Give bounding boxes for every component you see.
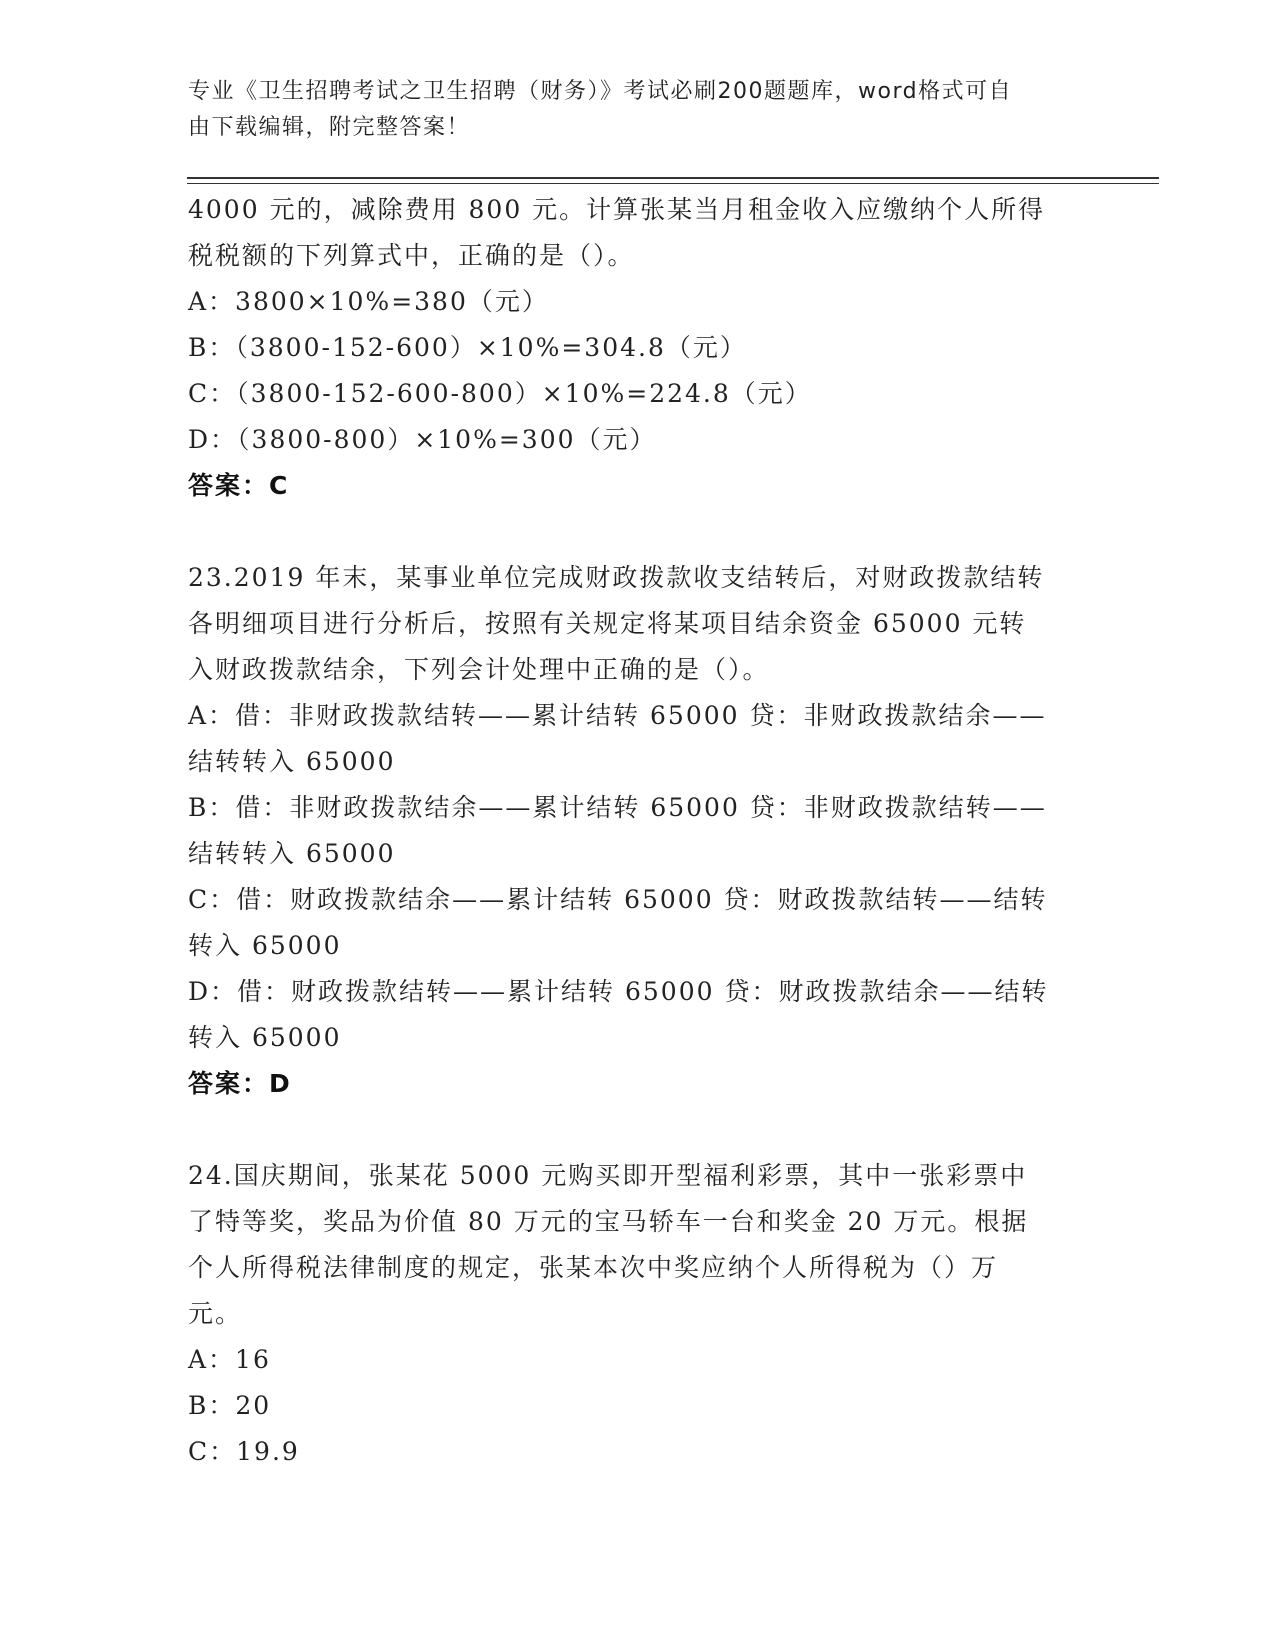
spacer [188,509,1078,555]
option-d-continued: 转入 65000 [188,1023,342,1052]
question-23 [188,555,1078,1107]
option-c-continued: 转入 65000 [188,931,342,960]
question-stem-line: 元。 [188,1299,243,1328]
question-stem-line: 个人所得税法律制度的规定，张某本次中奖应纳个人所得税为（）万 [188,1253,999,1282]
question-stem-line: 23.2019 年末，某事业单位完成财政拨款收支结转后，对财政拨款结转 [188,563,1045,592]
question-content [188,187,1078,1475]
question-24 [188,1153,1078,1475]
option-a: A：3800×10%=380（元） [188,287,549,316]
question-stem-line: 各明细项目进行分析后，按照有关规定将某项目结余资金 65000 元转 [188,609,1027,638]
option-d: D：借：财政拨款结转——累计结转 65000 贷：财政拨款结余——结转 [188,977,1049,1006]
option-b: B：（3800-152-600）×10%=304.8（元） [188,333,747,362]
header-line-2: 由下载编辑，附完整答案！ [188,115,471,140]
option-b: B：20 [188,1391,272,1420]
option-d: D：（3800-800）×10%=300（元） [188,425,657,454]
option-a-continued: 结转转入 65000 [188,747,396,776]
question-stem-line: 入财政拨款结余，下列会计处理中正确的是（）。 [188,655,770,684]
answer-line: 答案：D [188,1069,292,1098]
question-22 [188,187,1078,509]
page-header [188,74,1068,146]
header-divider-thick [187,177,1159,179]
option-b-continued: 结转转入 65000 [188,839,396,868]
answer-line: 答案：C [188,471,290,500]
option-c: C：19.9 [188,1437,300,1466]
option-a: A：16 [188,1345,271,1374]
option-a: A：借：非财政拨款结转——累计结转 65000 贷：非财政拨款结余—— [188,701,1047,730]
question-stem-line: 24.国庆期间，张某花 5000 元购买即开型福利彩票，其中一张彩票中 [188,1161,1028,1190]
header-divider-thin [187,183,1159,184]
option-b: B：借：非财政拨款结余——累计结转 65000 贷：非财政拨款结转—— [188,793,1047,822]
question-stem-line: 税税额的下列算式中，正确的是（）。 [188,241,635,270]
option-c: C：借：财政拨款结余——累计结转 65000 贷：财政拨款结转——结转 [188,885,1048,914]
spacer [188,1107,1078,1153]
question-stem-line: 4000 元的，减除费用 800 元。计算张某当月租金收入应缴纳个人所得 [188,195,1046,224]
question-stem-line: 了特等奖，奖品为价值 80 万元的宝马轿车一台和奖金 20 万元。根据 [188,1207,1029,1236]
header-line-1: 专业《卫生招聘考试之卫生招聘（财务）》考试必刷200题题库，word格式可自 [188,79,1013,104]
option-c: C：（3800-152-600-800）×10%=224.8（元） [188,379,812,408]
